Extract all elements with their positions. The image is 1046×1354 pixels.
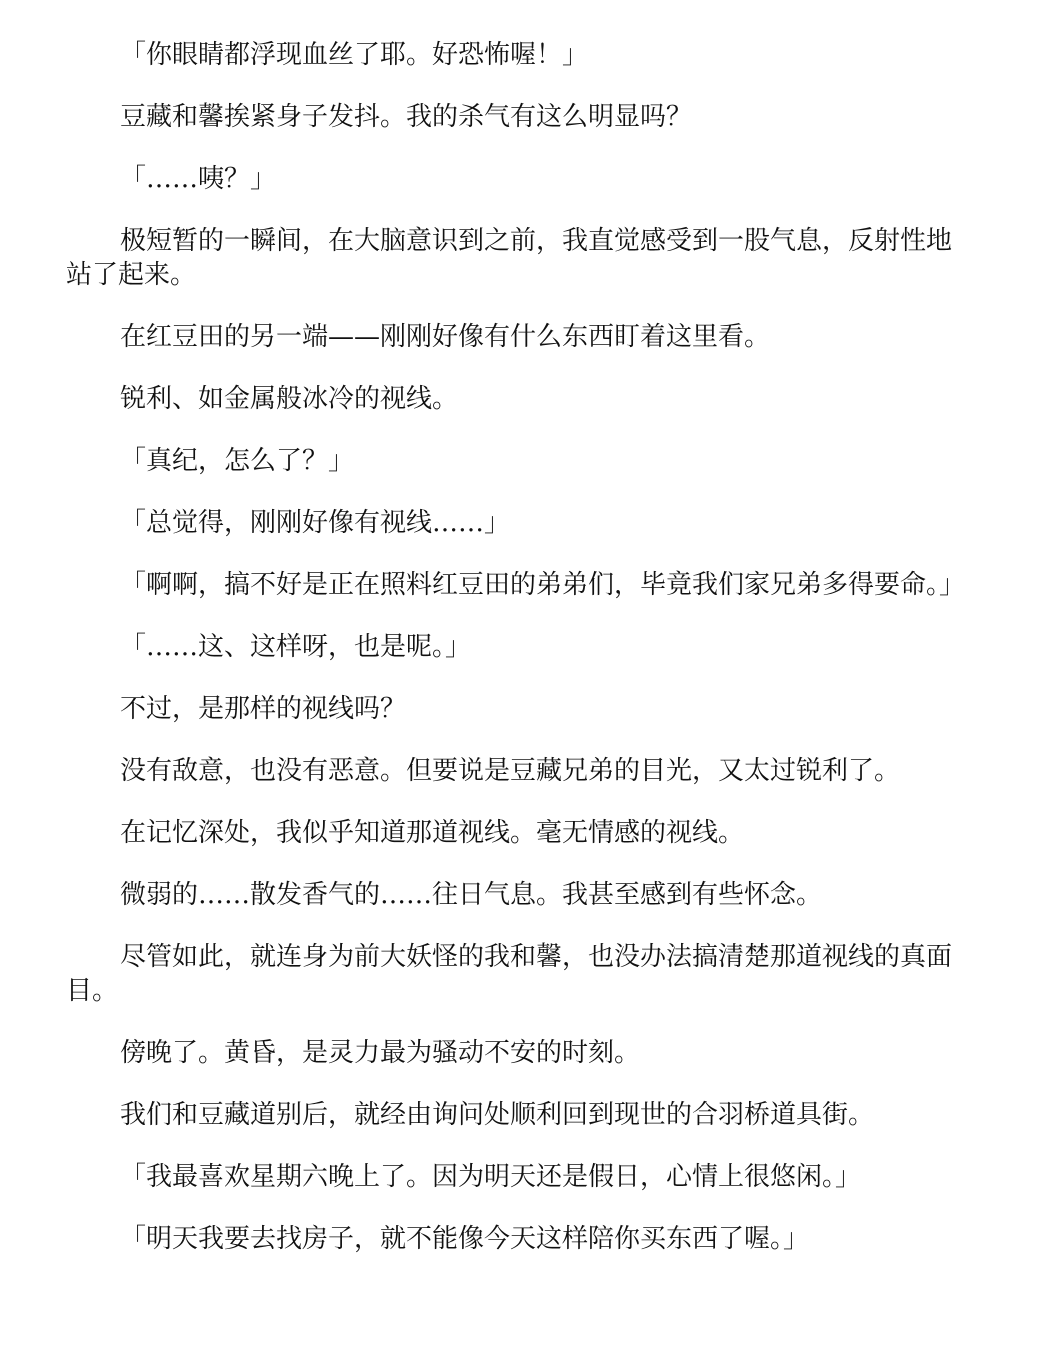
paragraph: 「明天我要去找房子，就不能像今天这样陪你买东西了喔。」 [120,1224,810,1254]
paragraph: 微弱的……散发香气的……往日气息。我甚至感到有些怀念。 [120,880,823,910]
paragraph: 不过，是那样的视线吗？ [120,694,407,724]
document-page [66,38,976,1284]
paragraph: 尽管如此，就连身为前大妖怪的我和馨，也没办法搞清楚那道视线的真面目。 [66,942,953,1006]
paragraph: 豆藏和馨挨紧身子发抖。我的杀气有这么明显吗？ [120,102,693,132]
paragraph: 傍晚了。黄昏，是灵力最为骚动不安的时刻。 [120,1038,641,1068]
paragraph: 「……咦？」 [120,164,277,194]
paragraph: 我们和豆藏道别后，就经由询问处顺利回到现世的合羽桥道具街。 [120,1100,875,1130]
paragraph: 没有敌意，也没有恶意。但要说是豆藏兄弟的目光，又太过锐利了。 [120,756,901,786]
paragraph: 「啊啊，搞不好是正在照料红豆田的弟弟们，毕竟我们家兄弟多得要命。」 [120,570,966,600]
paragraph: 在记忆深处，我似乎知道那道视线。毫无情感的视线。 [120,818,745,848]
paragraph: 「总觉得，刚刚好像有视线……」 [120,508,511,538]
paragraph: 极短暂的一瞬间，在大脑意识到之前，我直觉感受到一股气息，反射性地站了起来。 [66,226,953,290]
paragraph: 「你眼睛都浮现血丝了耶。好恐怖喔！」 [120,40,589,70]
paragraph: 「……这、这样呀，也是呢。」 [120,632,472,662]
paragraph: 锐利、如金属般冰冷的视线。 [120,384,459,414]
paragraph: 「我最喜欢星期六晚上了。因为明天还是假日，心情上很悠闲。」 [120,1162,862,1192]
paragraph: 「真纪，怎么了？」 [120,446,355,476]
paragraph: 在红豆田的另一端——刚刚好像有什么东西盯着这里看。 [120,322,771,352]
